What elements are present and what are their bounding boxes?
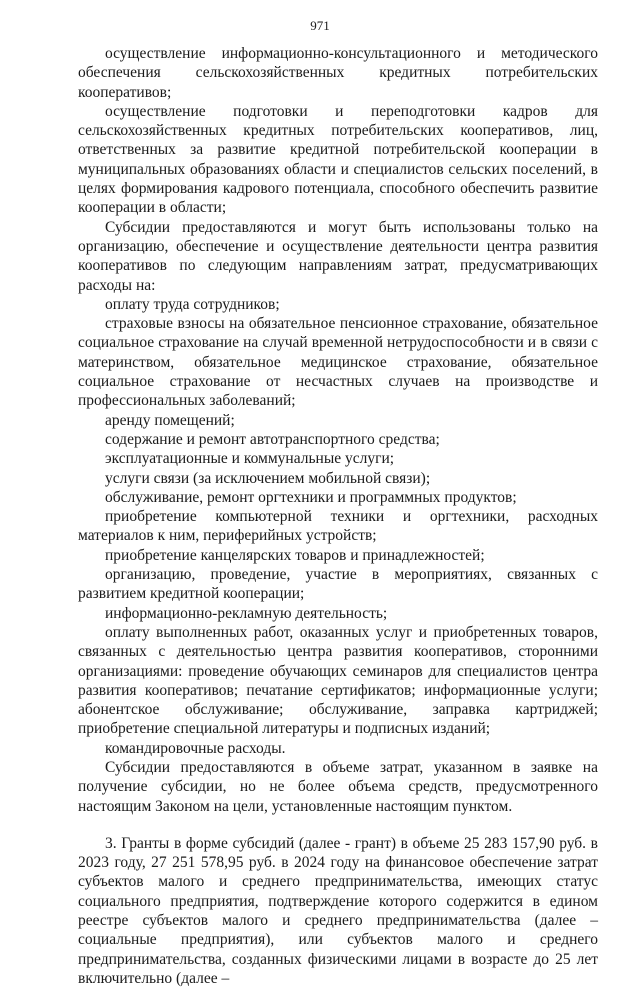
paragraph: осуществление информационно-консультационного и методического обеспечения сельскохозяйственных кредитных потребительских кооперативов; (78, 45, 598, 101)
paragraph: страховые взносы на обязательное пенсионное страхование, обязательное социальное страхование на случай временной нетрудоспособности и в связи с материнством, обязательное медицинское страхование, обязательное социальное страхование от несчастных случаев на производстве и профессиональных заболеваний; (78, 315, 598, 410)
page-number: 971 (310, 18, 330, 33)
paragraph: 3. Гранты в форме субсидий (далее - грант) в объеме 25 283 157,90 руб. в 2023 году, 27 251 578,95 руб. в 2024 году на финансовое обеспечение затрат субъектов малого и среднего предпринимательства, имеющих статус социального предприятия, подтверждение которого содержится в едином реестре субъектов малого и среднего предпринимательства (далее – социальные предприятия), или субъектов малого и среднего предпринимательства, созданных физическими лицами в возрасте до 25 лет включительно (далее – (78, 834, 598, 987)
paragraph: услуги связи (за исключением мобильной связи); (105, 469, 431, 487)
paragraph: оплату выполненных работ, оказанных услуг и приобретенных товаров, связанных с деятельностью центра развития кооперативов, сторонними организациями: проведение обучающих семинаров для специалистов центра развития кооперативов; печатание сертификатов; информационные услуги; абонентское обслуживание; обслуживание, заправка картриджей; приобретение специальной литературы и подписных изданий; (78, 623, 598, 738)
paragraph: оплату труда сотрудников; (105, 295, 280, 313)
paragraph: Субсидии предоставляются и могут быть использованы только на организацию, обеспечение и осуществление деятельности центра развития кооперативов по следующим направлениям затрат, предусматривающих расходы на: (78, 218, 598, 294)
paragraph: содержание и ремонт автотранспортного средства; (105, 430, 440, 448)
paragraph: эксплуатационные и коммунальные услуги; (105, 450, 395, 468)
paragraph: приобретение канцелярских товаров и принадлежностей; (105, 546, 485, 564)
paragraph: Субсидии предоставляются в объеме затрат, указанном в заявке на получение субсидии, но не более объема средств, предусмотренного настоящим Законом на цели, установленные настоящим пунктом. (78, 758, 598, 815)
paragraph: аренду помещений; (105, 411, 235, 429)
paragraph: осуществление подготовки и переподготовки кадров для сельскохозяйственных кредитных потребительских кооперативов, лиц, ответственных за развитие кредитной потребительской кооперации в муниципальных образованиях области и специалистов сельских поселений, в целях формирования кадрового потенциала, способного обеспечить развитие кооперации в области; (78, 102, 598, 217)
paragraph: информационно-рекламную деятельность; (105, 604, 388, 622)
paragraph: организацию, проведение, участие в мероприятиях, связанных с развитием кредитной кооперации; (78, 566, 598, 603)
paragraph: приобретение компьютерной техники и оргтехники, расходных материалов к ним, периферийных устройств; (78, 508, 598, 545)
document-body (78, 44, 598, 988)
paragraph: командировочные расходы. (105, 739, 286, 757)
section-gap (78, 816, 598, 834)
paragraph: обслуживание, ремонт оргтехники и программных продуктов; (105, 488, 517, 506)
